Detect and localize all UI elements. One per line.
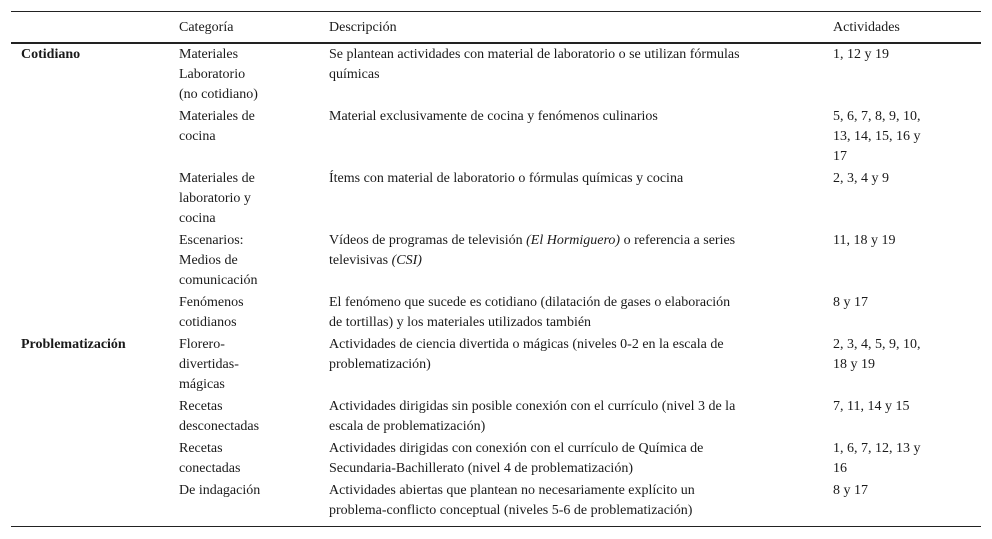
table-row-8-activities: 8 y 17 <box>833 483 868 498</box>
table-row-6-description: Actividades dirigidas sin posible conexión con el currículo (nivel 3 de la escala de problematización) <box>329 399 736 434</box>
table-row-4-category: Fenómenos cotidianos <box>179 295 244 330</box>
table-row-0-category: Materiales Laboratorio (no cotidiano) <box>179 47 258 102</box>
table-row-5-activities: 2, 3, 4, 5, 9, 10, 18 y 19 <box>833 337 921 372</box>
header-descripcion: Descripción <box>329 20 397 35</box>
group-label-cotidiano: Cotidiano <box>21 47 81 62</box>
table-row-6-category: Recetas desconectadas <box>179 399 260 434</box>
table-row-1-description: Material exclusivamente de cocina y fenómenos culinarios <box>329 109 658 124</box>
table-row-7-category: Recetas conectadas <box>179 441 241 476</box>
table-row-1-activities: 5, 6, 7, 8, 9, 10, 13, 14, 15, 16 y 17 <box>833 109 921 164</box>
table-row-3-category: Escenarios: Medios de comunicación <box>179 233 258 288</box>
header-actividades: Actividades <box>833 20 900 35</box>
group-label-problematizacion: Problematización <box>21 337 126 352</box>
table-header-rule <box>11 42 981 44</box>
table-row-7-description: Actividades dirigidas con conexión con el currículo de Química de Secundaria-Bachillerato (nivel 4 de problematización) <box>329 441 704 476</box>
table-row-3-description: Vídeos de programas de televisión (El Hormiguero) o referencia a series televisivas (CSI) <box>329 233 736 268</box>
header-categoria: Categoría <box>179 20 234 35</box>
table-row-2-activities: 2, 3, 4 y 9 <box>833 171 889 186</box>
table-row-0-description: Se plantean actividades con material de laboratorio o se utilizan fórmulas químicas <box>329 47 740 82</box>
table-bottom-rule <box>11 526 981 527</box>
table-row-5-category: Florero- divertidas- mágicas <box>179 337 239 392</box>
table-row-8-description: Actividades abiertas que plantean no necesariamente explícito un problema-conflicto conceptual (niveles 5-6 de problematización) <box>329 483 695 518</box>
table-row-3-activities: 11, 18 y 19 <box>833 233 896 248</box>
table-row-1-category: Materiales de cocina <box>179 109 255 144</box>
table-row-6-activities: 7, 11, 14 y 15 <box>833 399 910 414</box>
table-row-7-activities: 1, 6, 7, 12, 13 y 16 <box>833 441 921 476</box>
table-row-5-description: Actividades de ciencia divertida o mágicas (niveles 0-2 en la escala de problematización) <box>329 337 724 372</box>
table-row-8-category: De indagación <box>179 483 261 498</box>
table-row-2-category: Materiales de laboratorio y cocina <box>179 171 255 226</box>
table-row-4-description: El fenómeno que sucede es cotidiano (dilatación de gases o elaboración de tortillas) y los materiales utilizados también <box>329 295 731 330</box>
table-top-rule <box>11 11 981 12</box>
table-row-0-activities: 1, 12 y 19 <box>833 47 889 62</box>
table-row-4-activities: 8 y 17 <box>833 295 868 310</box>
table-row-2-description: Ítems con material de laboratorio o fórmulas químicas y cocina <box>329 171 684 186</box>
